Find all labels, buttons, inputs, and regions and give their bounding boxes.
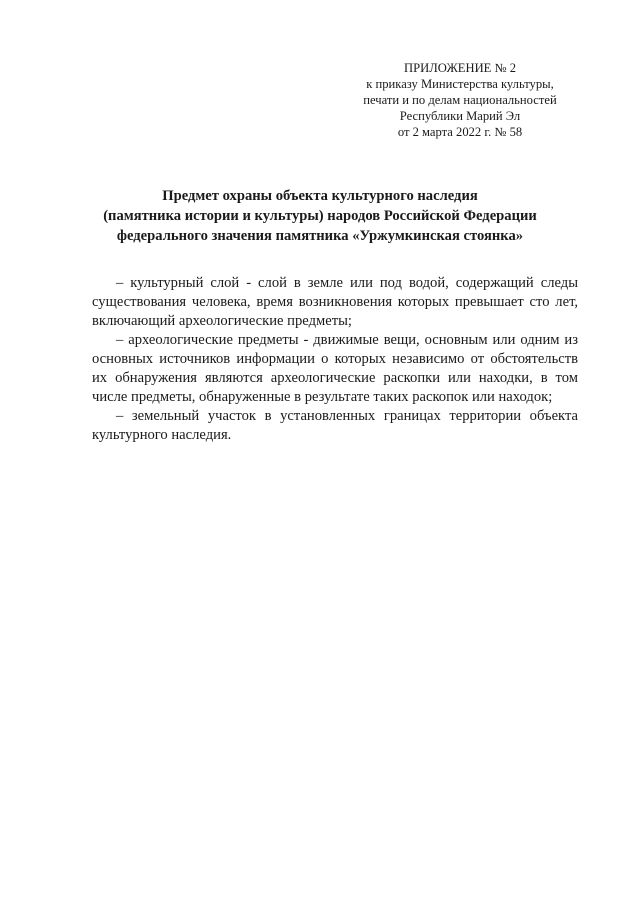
- appendix-ministry-name: печати и по делам национальностей: [363, 93, 557, 107]
- title-line: федерального значения памятника «Уржумкинская стоянка»: [116, 228, 524, 244]
- title-line: (памятника истории и культуры) народов Российской Федерации: [103, 208, 537, 224]
- appendix-order-reference: к приказу Министерства культуры,: [366, 77, 554, 91]
- appendix-order-date: от 2 марта 2022 г. № 58: [397, 125, 523, 139]
- appendix-republic-name: Республики Марий Эл: [399, 109, 521, 123]
- document-title: [60, 186, 580, 246]
- list-item-land-plot: – земельный участок в установленных границах территории объекта культурного наследия.: [92, 408, 578, 443]
- list-item-cultural-layer: – культурный слой - слой в земле или под водой, содержащий следы существования человека, время возникновения которых превышает сто лет, включающий археологические предметы;: [92, 275, 578, 329]
- document-body: [92, 274, 578, 445]
- appendix-header: [330, 60, 590, 140]
- list-item-archaeological-items: – археологические предметы - движимые вещи, основным или одним из основных источников информации о которых независимо от обстоятельств их обнаружения являются археологические раскопки или находки, в том числе предметы, обнаруженные в результате таких раскопок или находок;: [92, 332, 578, 405]
- title-line: Предмет охраны объекта культурного наследия: [162, 188, 478, 204]
- appendix-number: ПРИЛОЖЕНИЕ № 2: [404, 61, 516, 75]
